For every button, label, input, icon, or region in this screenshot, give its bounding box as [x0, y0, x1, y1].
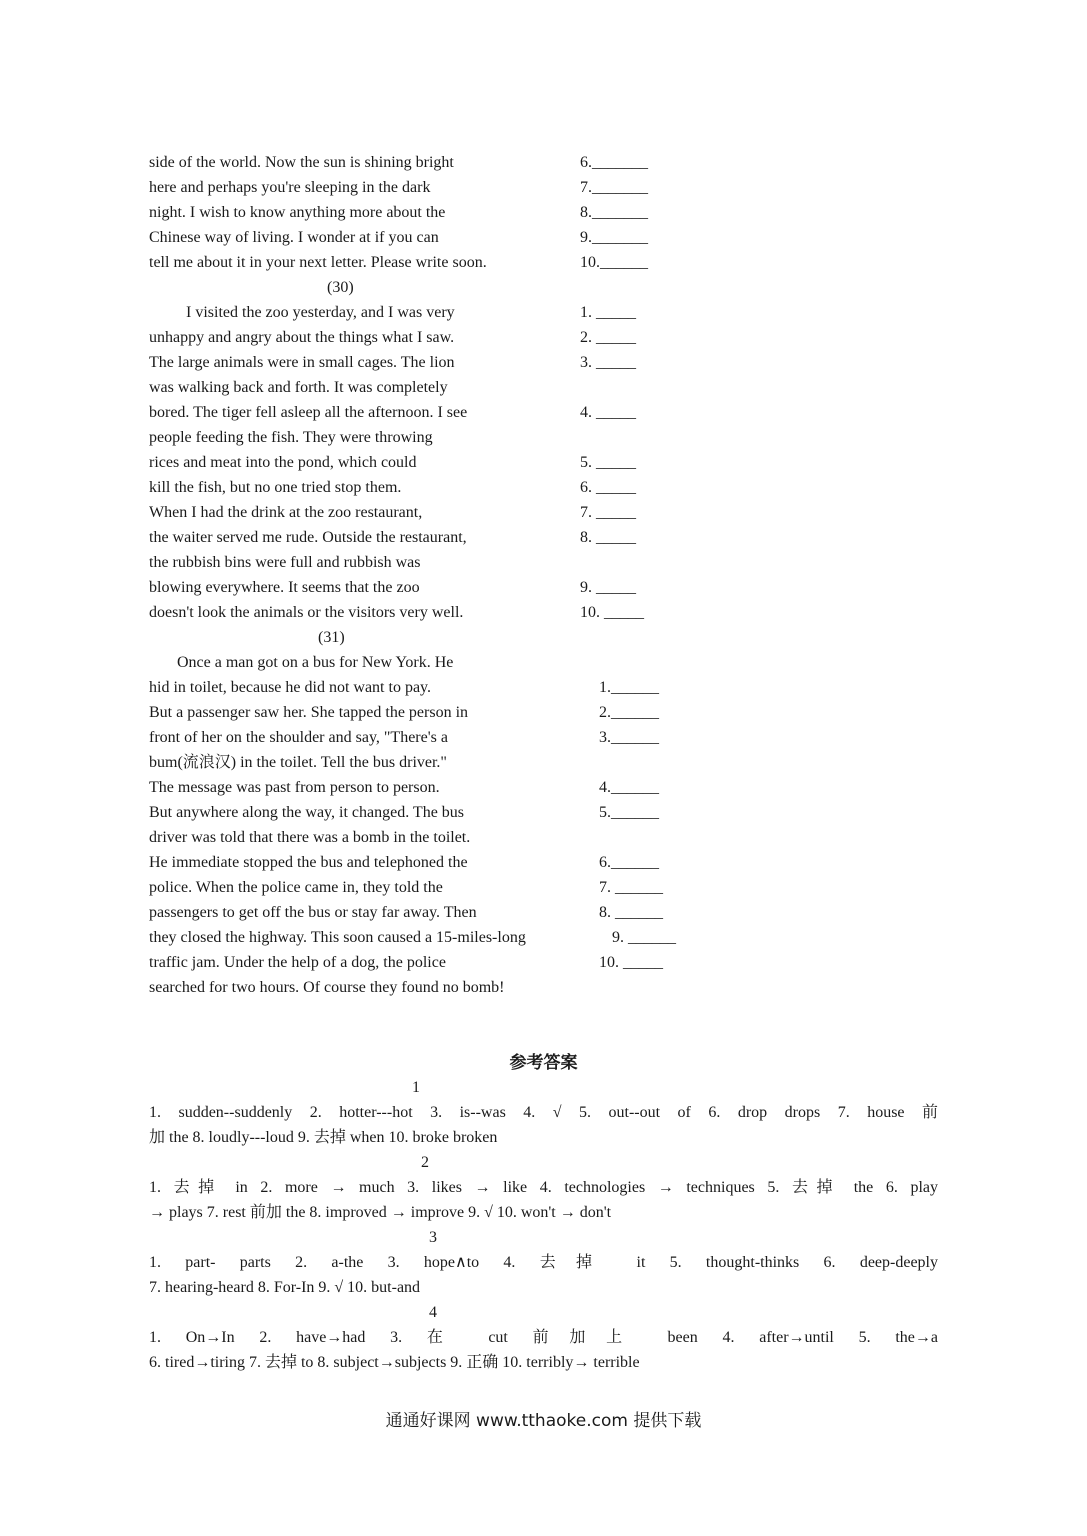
passage-line: I visited the zoo yesterday, and I was very — [186, 304, 455, 321]
answer-blank[interactable]: 8. _____ — [580, 529, 636, 546]
passage-line: side of the world. Now the sun is shining bright — [149, 154, 454, 171]
answer-blank[interactable]: 6.______ — [599, 854, 659, 871]
passage-line: Once a man got on a bus for New York. He — [177, 654, 454, 671]
passage-line: police. When the police came in, they told the — [149, 879, 443, 896]
answer-blank[interactable]: 8. ______ — [599, 904, 663, 921]
answer-blank[interactable]: 1. _____ — [580, 304, 636, 321]
answer-group-number: 4 — [429, 1304, 437, 1321]
answer-blank[interactable]: 5. _____ — [580, 454, 636, 471]
passage-line: bum(流浪汉) in the toilet. Tell the bus driver." — [149, 754, 447, 771]
answer-blank[interactable]: 9. _____ — [580, 579, 636, 596]
answer-line: 1. part- parts 2. a-the 3. hope∧to 4. 去掉 it 5. thought-thinks 6. deep-deeply — [149, 1254, 938, 1271]
answer-blank[interactable]: 2. _____ — [580, 329, 636, 346]
passage-line: The large animals were in small cages. The lion — [149, 354, 455, 371]
passage-line: Chinese way of living. I wonder at if you can — [149, 229, 439, 246]
answer-blank[interactable]: 6._______ — [580, 154, 648, 171]
answer-blank[interactable]: 10.______ — [580, 254, 648, 271]
answer-blank[interactable]: 1.______ — [599, 679, 659, 696]
answer-blank[interactable]: 7. _____ — [580, 504, 636, 521]
footer-credit: 通通好课网 www.tthaoke.com 提供下载 — [385, 1411, 702, 1431]
passage-line: front of her on the shoulder and say, "There's a — [149, 729, 448, 746]
passage-line: He immediate stopped the bus and telephoned the — [149, 854, 468, 871]
passage-line: passengers to get off the bus or stay far away. Then — [149, 904, 477, 921]
answer-blank[interactable]: 3.______ — [599, 729, 659, 746]
answer-blank[interactable]: 6. _____ — [580, 479, 636, 496]
answer-blank[interactable]: 10. _____ — [580, 604, 644, 621]
answer-line: 7. hearing-heard 8. For-In 9. √ 10. but-and — [149, 1279, 421, 1296]
answer-blank[interactable]: 7. ______ — [599, 879, 663, 896]
passage-line: bored. The tiger fell asleep all the afternoon. I see — [149, 404, 468, 421]
passage-line: searched for two hours. Of course they found no bomb! — [149, 979, 505, 996]
answer-blank[interactable]: 2.______ — [599, 704, 659, 721]
passage-line: The message was past from person to person. — [149, 779, 440, 796]
passage-line: they closed the highway. This soon caused a 15-miles-long — [149, 929, 526, 946]
passage-line: the rubbish bins were full and rubbish was — [149, 554, 421, 571]
answer-blank[interactable]: 3. _____ — [580, 354, 636, 371]
passage-line: blowing everywhere. It seems that the zoo — [149, 579, 420, 596]
answer-group-number: 2 — [421, 1154, 429, 1171]
answer-line: 1. 去掉 in 2. more → much 3. likes → like 4. technologies → techniques 5. 去掉 the 6. play — [149, 1179, 938, 1196]
answer-blank[interactable]: 5.______ — [599, 804, 659, 821]
answer-blank[interactable]: 8._______ — [580, 204, 648, 221]
passage-number: (30) — [327, 279, 354, 296]
passage-line: people feeding the fish. They were throwing — [149, 429, 433, 446]
passage-line: night. I wish to know anything more about the — [149, 204, 446, 221]
passage-line: here and perhaps you're sleeping in the dark — [149, 179, 431, 196]
answer-line: 1. sudden--suddenly 2. hotter---hot 3. is--was 4. √ 5. out--out of 6. drop drops 7. house 前 — [149, 1104, 938, 1121]
passage-line: But anywhere along the way, it changed. The bus — [149, 804, 465, 821]
answer-key-heading: 参考答案 — [509, 1053, 578, 1073]
passage-number: (31) — [318, 629, 345, 646]
answer-blank[interactable]: 10. _____ — [599, 954, 663, 971]
passage-line: But a passenger saw her. She tapped the person in — [149, 704, 469, 721]
passage-line: driver was told that there was a bomb in the toilet. — [149, 829, 471, 846]
passage-line: the waiter served me rude. Outside the restaurant, — [149, 529, 467, 546]
passage-line: When I had the drink at the zoo restaurant, — [149, 504, 423, 521]
answer-line: 1. On→In 2. have→had 3. 在 cut 前加上 been 4. after→until 5. the→a — [149, 1329, 938, 1346]
passage-line: doesn't look the animals or the visitors very well. — [149, 604, 464, 621]
answer-line: 6. tired→tiring 7. 去掉 to 8. subject→subjects 9. 正确 10. terribly→ terrible — [149, 1354, 640, 1371]
answer-blank[interactable]: 4.______ — [599, 779, 659, 796]
answer-blank[interactable]: 4. _____ — [580, 404, 636, 421]
passage-line: hid in toilet, because he did not want to pay. — [149, 679, 432, 696]
answer-line: 加 the 8. loudly---loud 9. 去掉 when 10. broke broken — [149, 1129, 498, 1146]
answer-group-number: 3 — [429, 1229, 437, 1246]
passage-line: tell me about it in your next letter. Please write soon. — [149, 254, 487, 271]
answer-blank[interactable]: 9._______ — [580, 229, 648, 246]
answer-group-number: 1 — [412, 1079, 420, 1096]
passage-line: was walking back and forth. It was completely — [149, 379, 448, 396]
passage-line: unhappy and angry about the things what I saw. — [149, 329, 455, 346]
passage-line: kill the fish, but no one tried stop them. — [149, 479, 402, 496]
passage-line: rices and meat into the pond, which could — [149, 454, 417, 471]
answer-blank[interactable]: 9. ______ — [612, 929, 676, 946]
passage-line: traffic jam. Under the help of a dog, the police — [149, 954, 446, 971]
answer-line: → plays 7. rest 前加 the 8. improved → improve 9. √ 10. won't → don't — [149, 1204, 612, 1221]
answer-blank[interactable]: 7._______ — [580, 179, 648, 196]
